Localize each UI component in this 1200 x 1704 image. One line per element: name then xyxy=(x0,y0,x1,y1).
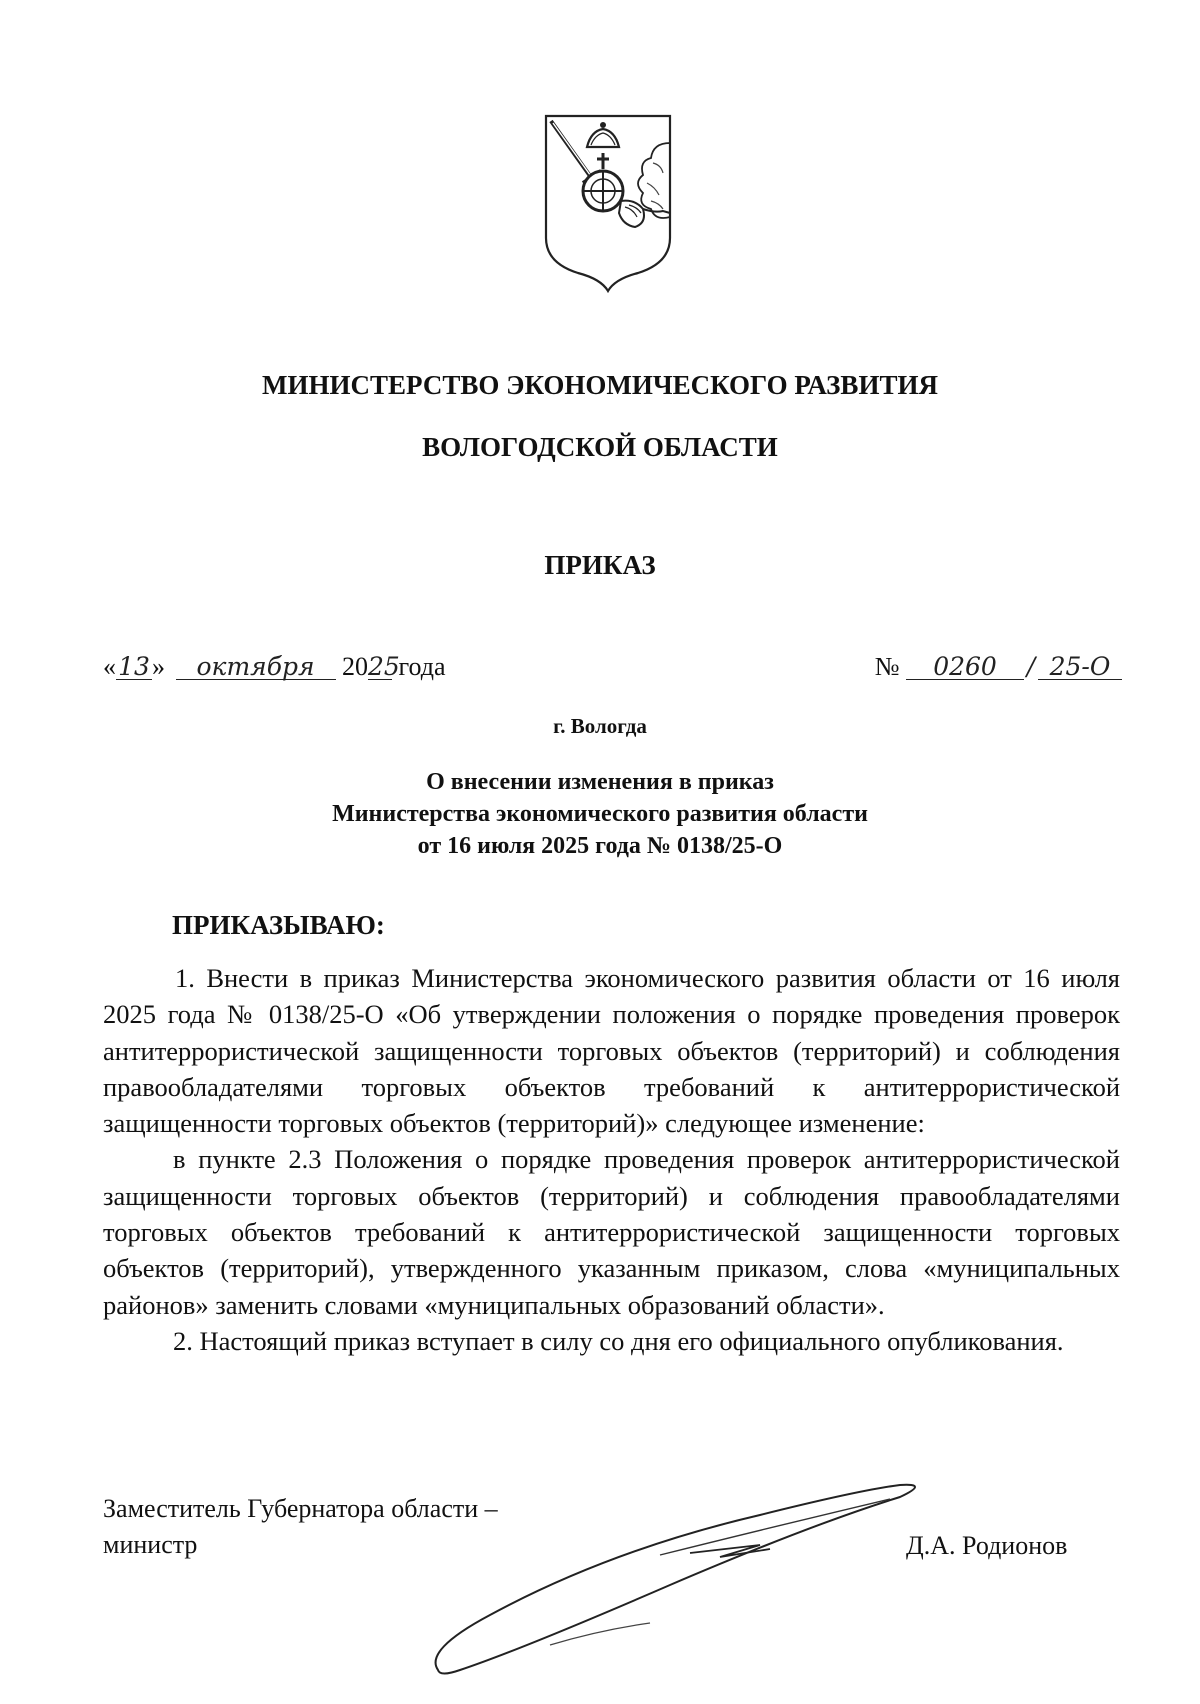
order-subject xyxy=(0,766,1200,862)
order-body xyxy=(103,960,1120,1359)
date-year-suffix: 25 xyxy=(368,652,400,681)
organization-name-line2: ВОЛОГОДСКОЙ ОБЛАСТИ xyxy=(422,432,778,462)
order-number xyxy=(875,652,1122,682)
subject-line1: О внесении изменения в приказ xyxy=(426,769,774,795)
handwritten-signature xyxy=(430,1455,990,1690)
paragraph: в пункте 2.3 Положения о порядке проведения проверок антитеррористической защищенности торговых объектов (территорий) и соблюдения правообладателями торговых объектов требований к антитеррористической защищенности торговых объектов (территорий), утвержденного указанным приказом, слова «муниципальных районов» заменить словами «муниципальных образований области». xyxy=(103,1144,1120,1320)
date-day: 13 xyxy=(116,654,152,680)
subject-line2: Министерства экономического развития области xyxy=(332,801,868,827)
date-close-quote: » xyxy=(152,652,165,681)
signatory-title-line2: министр xyxy=(103,1530,198,1559)
number-part2: 25-О xyxy=(1038,654,1122,680)
date-month: октября xyxy=(176,654,336,680)
date-open-quote: « xyxy=(103,652,116,681)
organization-name-line1: МИНИСТЕРСТВО ЭКОНОМИЧЕСКОГО РАЗВИТИЯ xyxy=(262,370,938,400)
subject-line3: от 16 июля 2025 года № 0138/25-О xyxy=(417,833,783,859)
signatory-title-line1: Заместитель Губернатора области – xyxy=(103,1494,498,1523)
coat-of-arms-emblem xyxy=(543,113,673,293)
order-date xyxy=(103,652,446,682)
number-sign: № xyxy=(874,652,900,681)
signatory-name: Д.А. Родионов xyxy=(906,1531,1068,1560)
number-separator: / xyxy=(1026,652,1036,681)
date-year-word: года xyxy=(398,652,446,681)
order-word: ПРИКАЗЫВАЮ: xyxy=(172,910,385,940)
document-type: ПРИКАЗ xyxy=(544,550,656,580)
city: г. Вологда xyxy=(553,714,647,738)
date-year-prefix: 20 xyxy=(342,652,368,681)
number-part1: 0260 xyxy=(906,654,1024,680)
paragraph: 1. Внести в приказ Министерства экономического развития области от 16 июля 2025 года № 0138/25-О «Об утверждении положения о порядке проведения проверок антитеррористической защищенности торговых объектов (территорий) и соблюдения правообладателями торговых объектов требований к антитеррористической защищенности торговых объектов (территорий)» следующее изменение: xyxy=(103,963,1120,1139)
paragraph: 2. Настоящий приказ вступает в силу со дня его официального опубликования. xyxy=(173,1325,1064,1356)
